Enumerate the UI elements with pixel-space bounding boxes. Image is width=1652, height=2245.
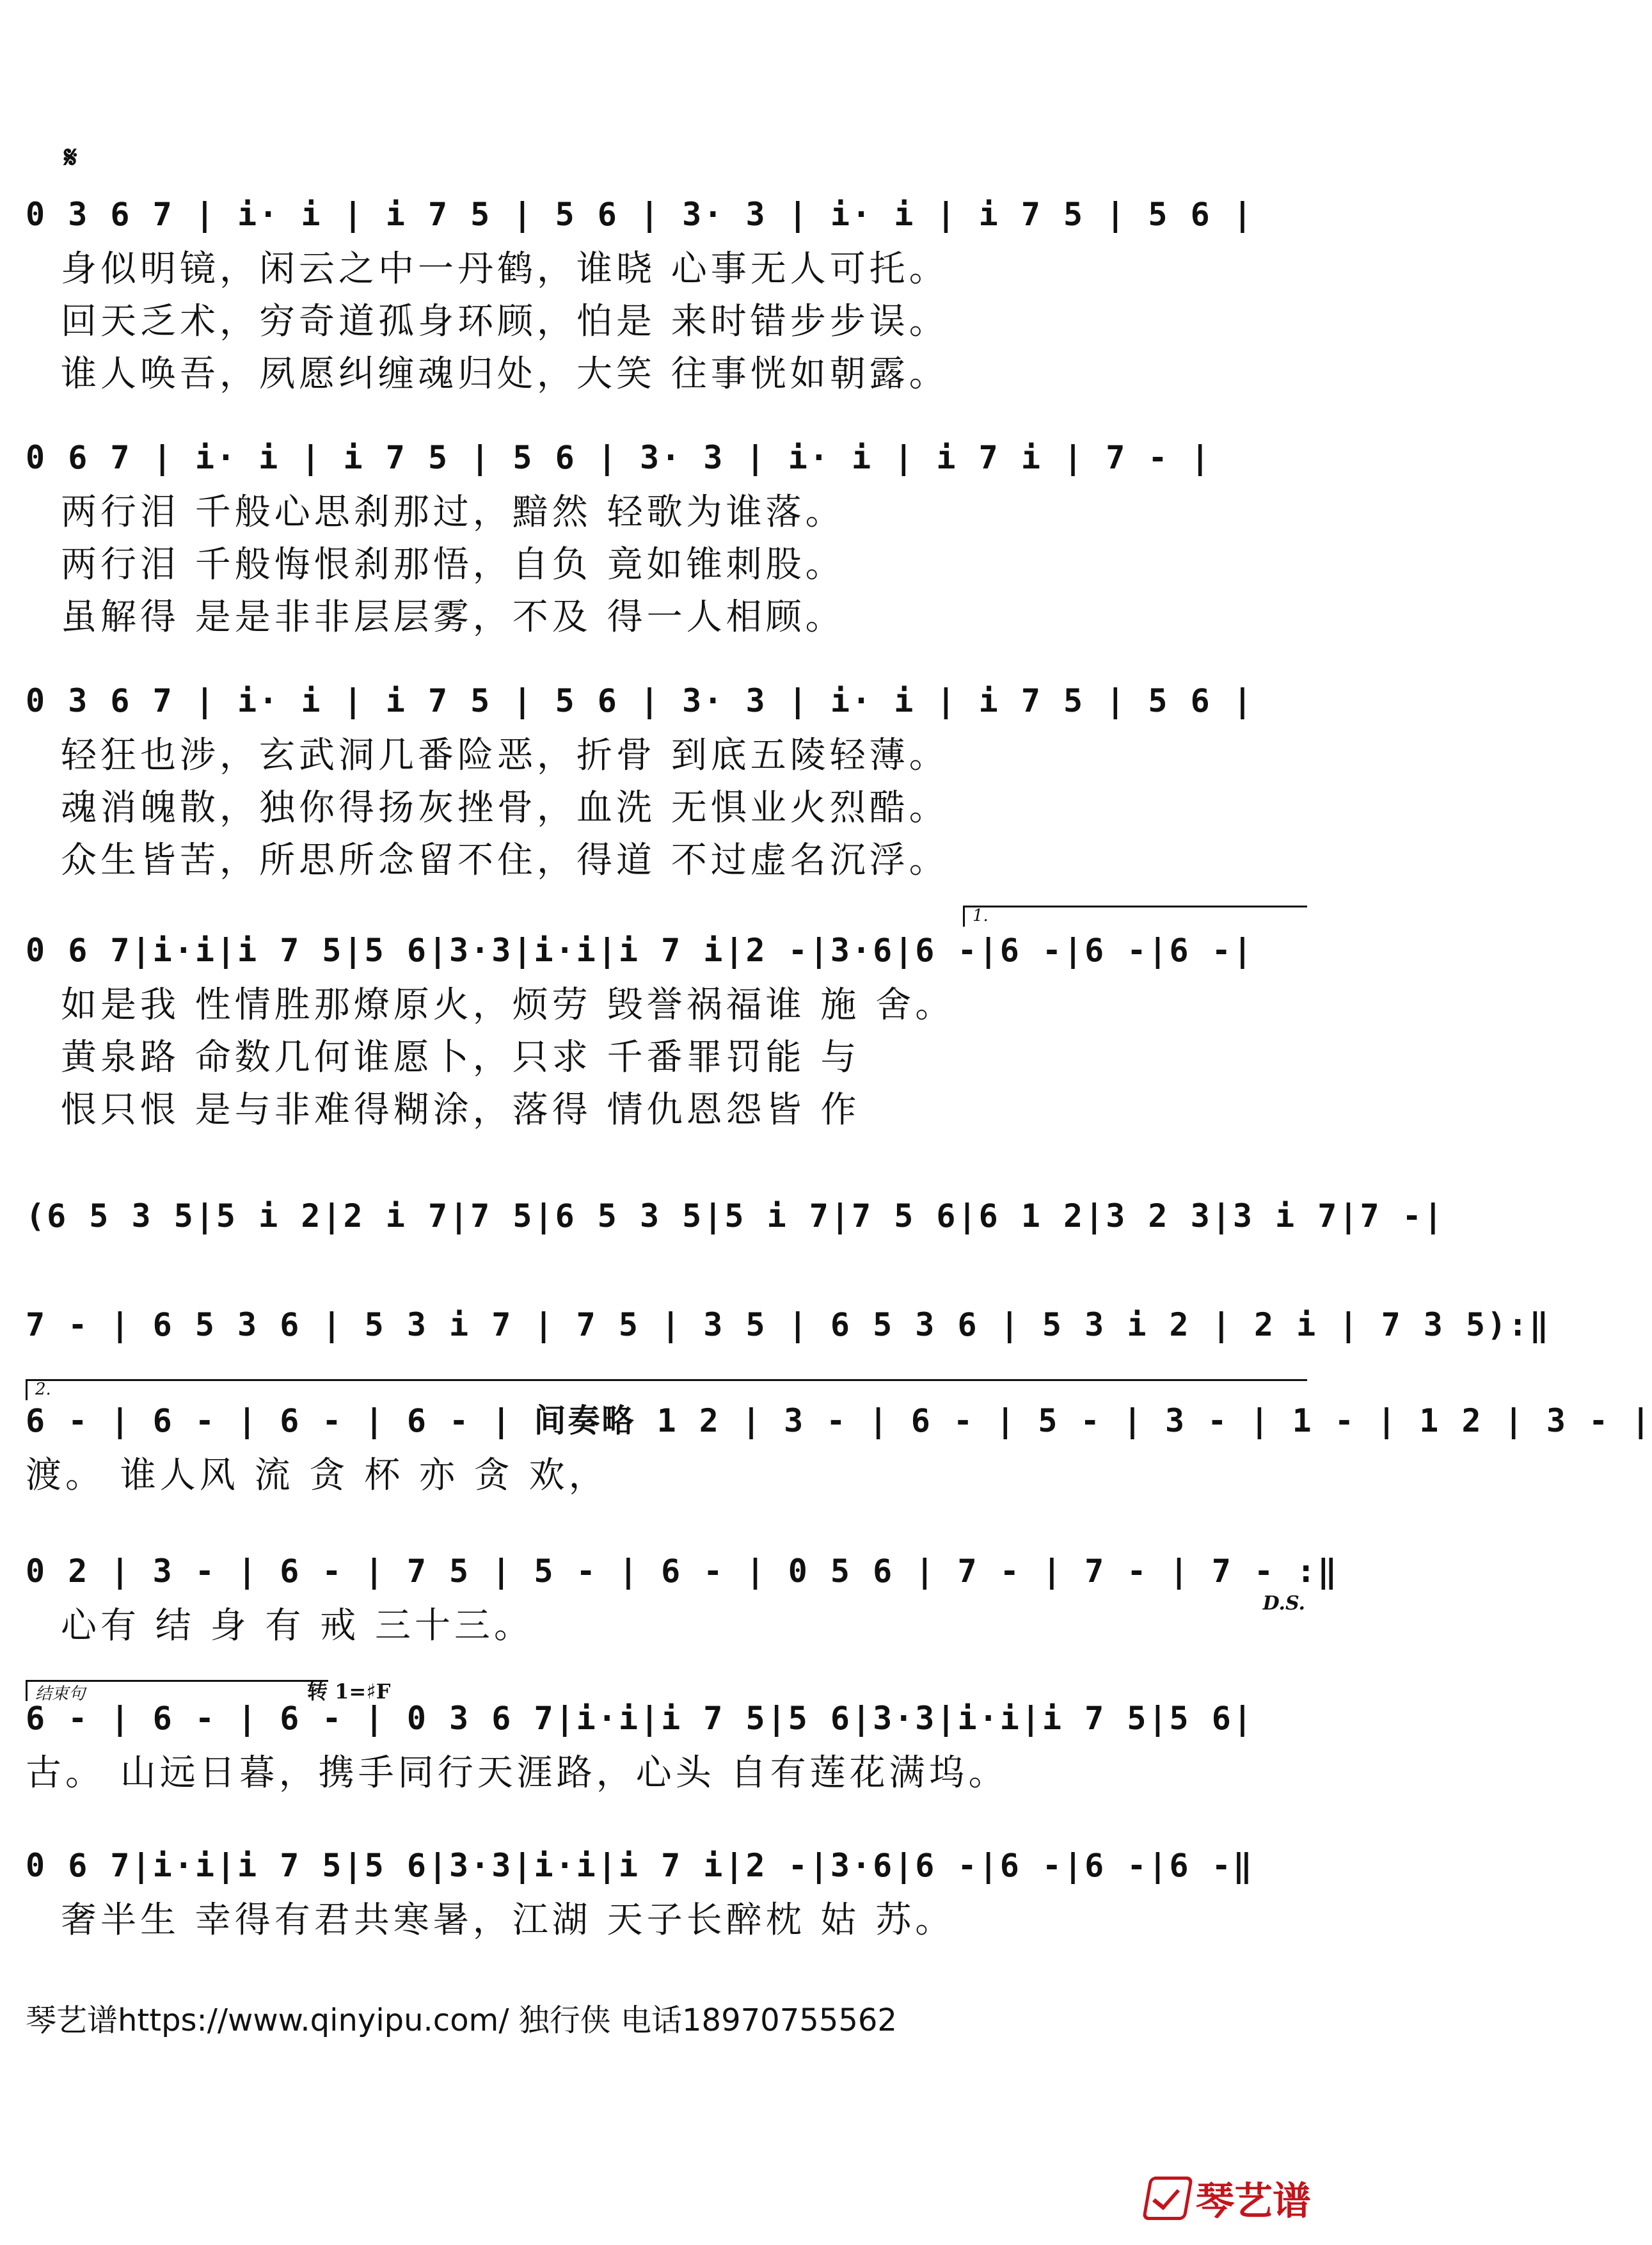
lyric-verse-1: 身似明镜，闲云之中一丹鹤，谁晓 心事无人可托。 [61, 248, 949, 290]
notation-line: 0 2 | 3 - | 6 - | 7 5 | 5 - | 6 - | 0 5 6 | 7 - | 7 - | 7 - :‖ [26, 1553, 1339, 1590]
lyric-verse-1: 心有 结 身 有 戒 三十三。 [61, 1605, 534, 1647]
coda-label: 结束句 [35, 1684, 86, 1704]
notation-line: (6 5 3 5|5 i 2|2 i 7|7 5|6 5 3 5|5 i 7|7 5 6|6 1 2|3 2 3|3 i 7|7 -| [26, 1197, 1445, 1234]
notation-line: 0 6 7|i·i|i 7 5|5 6|3·3|i·i|i 7 i|2 -|3·6|6 -|6 -|6 -|6 -‖ [26, 1847, 1254, 1884]
lyric-verse-2: 黄泉路 命数几何谁愿卜，只求 千番罪罚能 与 [61, 1037, 861, 1078]
lyric-verse-2: 两行泪 千般悔恨刹那悟，自负 竟如锥刺股。 [61, 544, 845, 586]
lyric-verse-3: 谁人唤吾，夙愿纠缠魂归处，大笑 往事恍如朝露。 [61, 353, 949, 395]
lyric-verse-1: 古。 山远日暮，携手同行天涯路，心头 自有莲花满坞。 [26, 1752, 1008, 1794]
site-logo [1146, 2171, 1311, 2226]
lyric-verse-3: 众生皆苦，所思所念留不住，得道 不过虚名沉浮。 [61, 840, 949, 881]
key-change-label: 转 1=♯F [307, 1679, 391, 1704]
notation-line: 0 6 7 | i· i | i 7 5 | 5 6 | 3· 3 | i· i | i 7 i | 7 - | [26, 439, 1212, 476]
lyric-verse-1: 轻狂也涉，玄武洞几番险恶，折骨 到底五陵轻薄。 [61, 735, 949, 776]
ds-marking: D.S. [1262, 1592, 1305, 1615]
notation-line: 0 6 7|i·i|i 7 5|5 6|3·3|i·i|i 7 i|2 -|3·6|6 -|6 -|6 -|6 -| [26, 932, 1254, 969]
notation-line: 6 - | 6 - | 6 - | 0 3 6 7|i·i|i 7 5|5 6|3·3|i·i|i 7 5|5 6| [26, 1700, 1254, 1737]
lyric-verse-1: 渡。 谁人风 流 贪 杯 亦 贪 欢， [26, 1455, 608, 1496]
notation-line: 0 3 6 7 | i· i | i 7 5 | 5 6 | 3· 3 | i· i | i 7 5 | 5 6 | [26, 682, 1254, 719]
system-2 [26, 429, 1305, 644]
system-9 [26, 1679, 1305, 1800]
lyric-verse-1: 奢半生 幸得有君共寒暑，江湖 天子长醉枕 姑 苏。 [61, 1899, 955, 1941]
volta-label: 2. [35, 1380, 51, 1399]
source-credit: 琴艺谱https://www.qinyipu.com/ 独行侠 电话18970755562 [26, 2002, 897, 2038]
system-3 [26, 672, 1305, 887]
notation-line: 7 - | 6 5 3 6 | 5 3 i 7 | 7 5 | 3 5 | 6 5 3 6 | 5 3 i 2 | 2 i | 7 3 5):‖ [26, 1306, 1551, 1343]
notation-line: 0 3 6 7 | i· i | i 7 5 | 5 6 | 3· 3 | i· i | i 7 5 | 5 6 | [26, 196, 1254, 233]
lyric-verse-2: 回天乏术，穷奇道孤身环顾，怕是 来时错步步误。 [61, 301, 949, 342]
notation-line: 6 - | 6 - | 6 - | 6 - | 间奏略 1 2 | 3 - | 6 - | 5 - | 3 - | 1 - | 1 2 | 3 - | [26, 1402, 1652, 1439]
system-7 [26, 1380, 1652, 1502]
volta-label: 1. [973, 906, 989, 925]
lyric-verse-3: 恨只恨 是与非难得糊涂，落得 情仇恩怨皆 作 [61, 1089, 861, 1131]
system-5-interlude [26, 1187, 1445, 1245]
system-10 [26, 1837, 1305, 1947]
lyric-verse-1: 两行泪 千般心思刹那过，黯然 轻歌为谁落。 [61, 491, 845, 533]
system-1 [26, 186, 1305, 401]
lyric-verse-1: 如是我 性情胜那燎原火，烦劳 毁誉祸福谁 施 舍。 [61, 984, 955, 1026]
system-8 [26, 1542, 1339, 1652]
logo-icon [1142, 2177, 1193, 2220]
lyric-verse-3: 虽解得 是是非非层层雾，不及 得一人相顾。 [61, 596, 845, 638]
segno-sign: 𝄋 [64, 140, 77, 175]
logo-text: 琴艺谱 [1196, 2179, 1311, 2224]
lyric-verse-2: 魂消魄散，独你得扬灰挫骨，血洗 无惧业火烈酷。 [61, 787, 949, 829]
system-6 [26, 1296, 1551, 1354]
system-4 [26, 906, 1305, 1137]
